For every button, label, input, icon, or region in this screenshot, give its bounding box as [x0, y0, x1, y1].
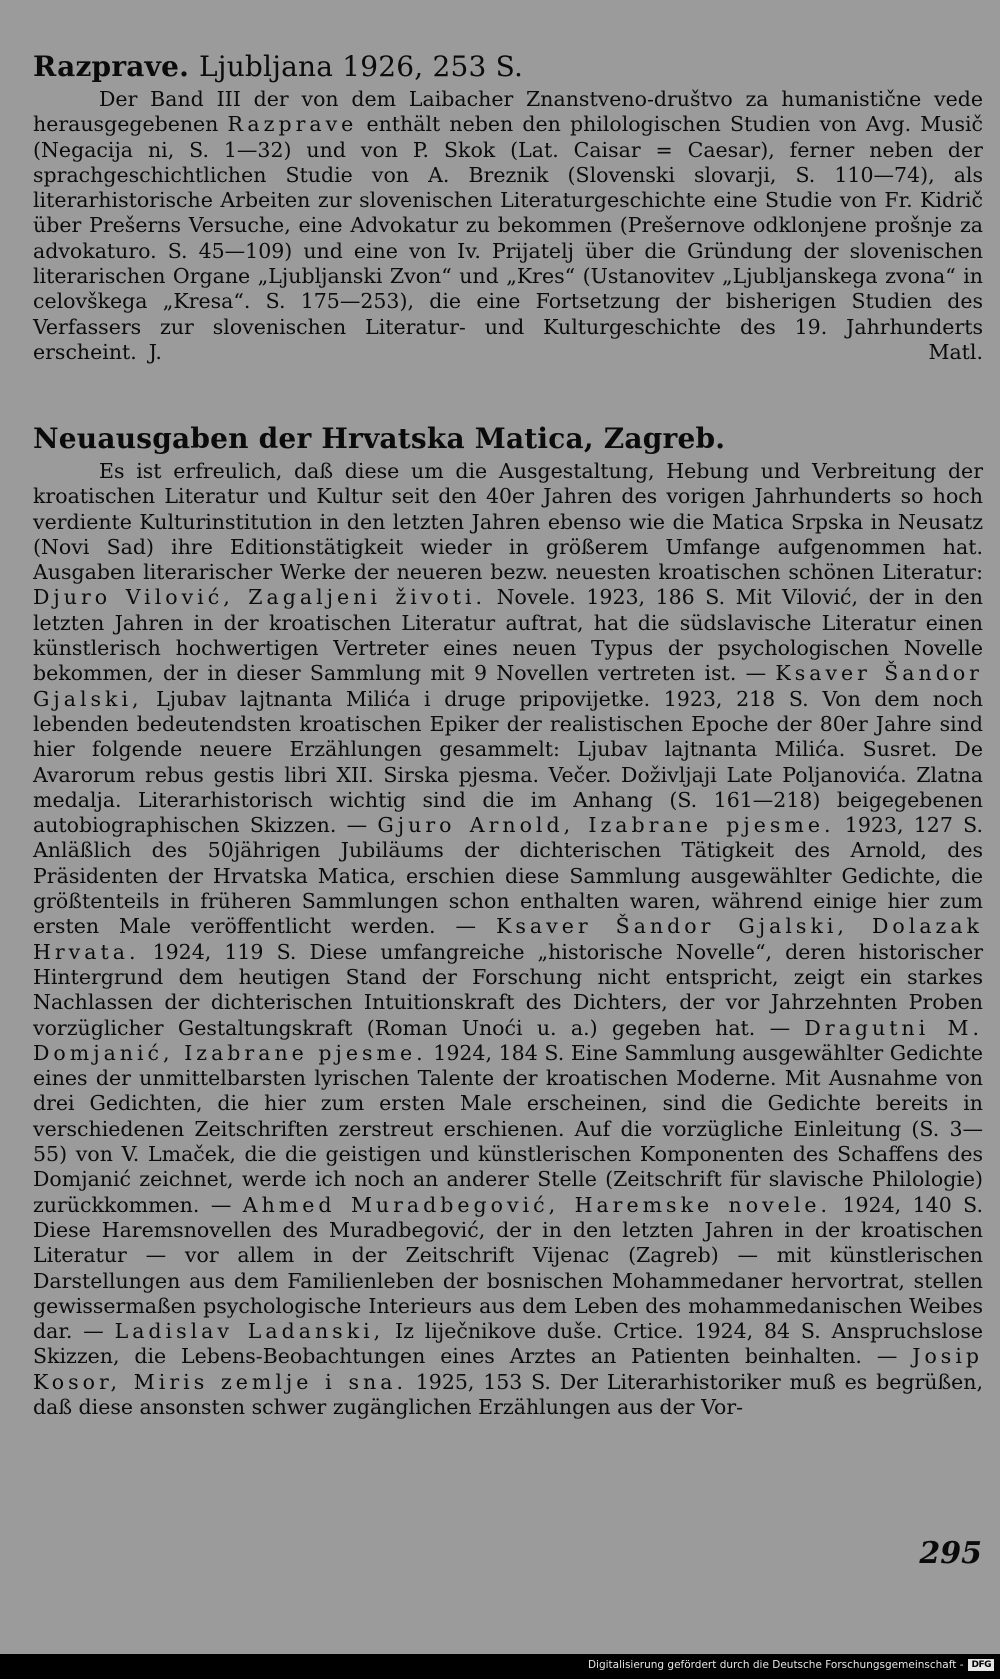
review-razprave	[33, 50, 983, 365]
body-text: 1924, 184 S. Eine Sammlung ausgewählter Gedichte eines der unmittelbarsten lyrischen Talente der kroatischen Moderne. Mit Ausnahme von drei Gedichten, die hier zum ersten Male erscheinen, sind die Gedichte bereits in verschiedenen Zeitschriften zerstreut erschienen. Auf die vorzügliche Einleitung (S. 3—55) von V. Lmaček, die die geistigen und künstlerischen Komponenten des Schaffens des Domjanić zeichnet, werde ich noch an anderer Stelle (Zeitschrift für slavische Philologie) zurückkommen. —	[33, 1040, 984, 1217]
spaced-title: Ladislav Ladanski,	[114, 1319, 385, 1344]
spaced-title: Josip Kosor, Miris zemlje i sna.	[33, 1344, 983, 1394]
spaced-title: Razprave	[227, 112, 358, 137]
body-text: 1924, 119 S. Diese umfangreiche „historische Novelle“, deren historischer Hintergrund dem heutigen Stand der Forschung nicht entspricht, zeigt ein starkes Nachlassen der dichterischen Intuitionskraft des Dichters, der vor Jahrzehnten Proben vorzüglicher Gestaltungskraft (Roman Unoći u. a.) gegeben hat. —	[33, 939, 983, 1040]
review-body	[33, 459, 983, 1420]
digitization-footer	[588, 1659, 994, 1671]
author-signature: J. Matl.	[148, 339, 983, 364]
body-text: 1923, 127 S. Anläßlich des 50jährigen Jubiläums der dichterischen Tätigkeit des Arnold, des Präsidenten der Hrvatska Matica, erschien diese Sammlung ausgewählter Gedichte, die größtenteils in früheren Sammlungen schon enthalten waren, während einige hier zum ersten Male veröffentlicht werden. —	[33, 813, 984, 939]
page-number: 295	[919, 1536, 982, 1571]
section-heading	[33, 50, 983, 83]
spaced-title: Ahmed Muradbegović, Haremske novele.	[242, 1192, 832, 1217]
body-text: Iz liječnikove duše. Crtice. 1924, 84 S. Anspruchslose Skizzen, die Lebens-Beobachtungen eines Arztes an Patienten beinhalten. —	[33, 1319, 983, 1369]
spaced-title: Djuro Vilović, Zagaljeni životi.	[33, 585, 487, 610]
heading-location: Ljubljana 1926, 253 S.	[199, 50, 524, 83]
body-text: Novele. 1923, 186 S. Mit Vilović, der in den letzten Jahren in der kroatischen Literatur auftrat, hat die südslavische Literatur einen künstlerisch hochwertigen Vertreter eines neuen Typus der psychologischen Novelle bekommen, der in dieser Sammlung mit 9 Novellen vertreten ist. —	[33, 585, 983, 686]
spaced-title: Ksaver Šandor Gjalski, Dolazak Hrvata.	[33, 914, 983, 964]
section-heading: Neuausgaben der Hrvatska Matica, Zagreb.	[33, 422, 726, 455]
body-text: Der Band III der von dem Laibacher Znanstveno-društvo za humanistične vede herausgegebenen	[33, 87, 983, 137]
spaced-title: Dragutni M. Domjanić, Izabrane pjesme.	[33, 1015, 983, 1065]
review-body	[33, 87, 983, 365]
body-text: 1924, 140 S. Diese Haremsnovellen des Muradbegović, der in den letzten Jahren in der kroatischen Literatur — vor allem in der Zeitschrift Vijenac (Zagreb) — mit künstlerischen Darstellungen aus dem Familienleben der bosnischen Mohammedaner hervortrat, stellen gewissermaßen psychologische Interieurs aus dem Leben des mohammedanischen Weibes dar. —	[33, 1192, 984, 1344]
body-text: Ljubav lajtnanta Milića i druge pripovijetke. 1923, 218 S. Von dem noch lebenden bedeutendsten kroatischen Epiker der realistischen Epoche der 80er Jahre sind hier folgende neuere Erzählungen gesammelt: Ljubav lajtnanta Milića. Susret. De Avarorum rebus gestis libri XII. Sirska pjesma. Večer. Doživljaji Late Poljanovića. Zlatna medalja. Literarhistorisch wichtig sind die im Anhang (S. 161—218) beigegebenen autobiographischen Skizzen. —	[33, 686, 983, 838]
body-text: 1925, 153 S. Der Literarhistoriker muß es begrüßen, daß diese ansonsten schwer zugänglichen Erzählungen aus der Vor-	[33, 1369, 983, 1419]
dfg-logo: DFG	[968, 1659, 994, 1671]
footer-text: Digitalisierung gefördert durch die Deutsche Forschungsgemeinschaft -	[587, 1659, 964, 1671]
body-text: enthält neben den philologischen Studien von Avg. Musič (Negacija ni, S. 1—32) und von P. Skok (Lat. Caisar = Caesar), ferner neben der sprachgeschichtlichen Studie von A. Breznik (Slovenski slovarji, S. 110—74), als literarhistorische Arbeiten zur slovenischen Literaturgeschichte eine Studie von Fr. Kidrič über Prešerns Versuche, eine Advokatur zu bekommen (Prešernove odklonjene prošnje za advokaturo. S. 45—109) und eine von Iv. Prijatelj über die Gründung der slovenischen literarischen Organe „Ljubljanski Zvon“ und „Kres“ (Ustanovitev „Ljubljanskega zvona“ in celovškega „Kresa“. S. 175—253), die eine Fortsetzung der bisherigen Studien des Verfassers zur slovenischen Literatur- und Kulturgeschichte des 19. Jahrhunderts erscheint.	[33, 112, 983, 364]
review-hrvatska-matica	[33, 422, 983, 1420]
heading-title: Razprave.	[33, 50, 190, 83]
spaced-title: Gjuro Arnold, Izabrane pjesme.	[377, 813, 835, 838]
spaced-title: Ksaver Šandor Gjalski,	[33, 661, 983, 711]
body-text: Es ist erfreulich, daß diese um die Ausgestaltung, Hebung und Verbreitung der kroatischen Literatur und Kultur seit den 40er Jahren des vorigen Jahrhunderts so hoch verdiente Kulturinstitution in den letzten Jahren ebenso wie die Matica Srpska in Neusatz (Novi Sad) ihre Editionstätigkeit wieder in größerem Umfange aufgenommen hat. Ausgaben literarischer Werke der neueren bezw. neuesten kroatischen schönen Literatur:	[33, 459, 983, 585]
